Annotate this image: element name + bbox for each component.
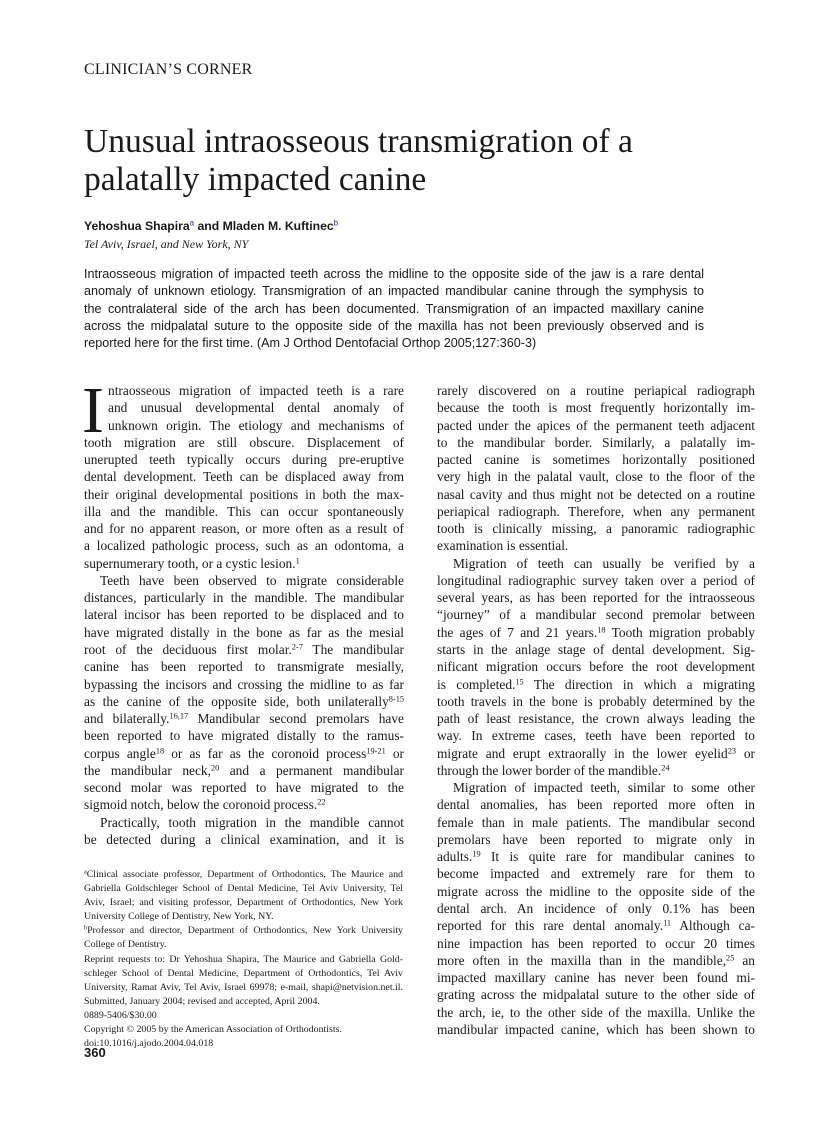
text-line: root of the deciduous first molar.$^{2-7}$ The mandibular	[84, 641, 404, 657]
text-line: Migration of impacted teeth, similar to some other	[453, 780, 755, 796]
footnote-line: Reprint requests to: Dr Yehoshua Shapira, The Maurice and Gabriella Gold-	[84, 953, 403, 965]
text-line: premolars have been reported to migrate only in	[437, 831, 755, 847]
text-line: very high in the palatal vault, close to the floor of the	[437, 469, 755, 485]
text-line: as the canine of the opposite side, both unilaterally$^{8-15}$	[84, 693, 404, 709]
paragraph	[84, 382, 404, 572]
text-line: examination is essential.	[437, 538, 569, 554]
citation-superscript[interactable]: 24	[661, 763, 670, 773]
text-line: have migrated distally in the bone as far as the mesial	[84, 624, 404, 640]
text-line: and bilaterally.$^{16,17}$ Mandibular second premolars have	[84, 711, 404, 727]
text-line: become impacted and extremely rare for them to	[437, 866, 755, 882]
footnotes	[84, 868, 403, 1051]
citation-superscript[interactable]: 1	[295, 556, 300, 566]
paragraph	[84, 814, 404, 849]
text-line: pacted canine is sometimes horizontally positioned	[437, 452, 755, 468]
paragraph	[437, 382, 755, 555]
text-line: starts in the anlage stage of dental development. Sig-	[437, 641, 755, 657]
paragraph	[437, 779, 755, 1038]
body-column-left	[84, 382, 404, 848]
paragraph	[437, 555, 755, 779]
text-line: through the lower border of the mandible.$^{24}$	[437, 762, 670, 778]
citation-superscript[interactable]: 2-7	[291, 642, 303, 652]
text-line: female than in male patients. The mandibular second	[437, 814, 755, 830]
text-line: more often in the maxilla than in the mandible,$^{25}$ an	[437, 952, 755, 968]
text-line: mandibular impacted canine, which has been shown to	[437, 1021, 755, 1037]
text-line: to the mandibular border. Similarly, a palatally im-	[437, 434, 755, 450]
abstract-line: anomaly of unknown etiology. Transmigration of an impacted mandibular canine through the symphysis to	[84, 284, 704, 299]
text-line: pacted under the apices of the permanent teeth adjacent	[437, 417, 755, 433]
text-line: second molar was reported to have migrated to the	[84, 780, 404, 796]
text-line: impacted maxillary canine has never been found mi-	[437, 970, 755, 986]
text-line: dental anomalies, has been reported more often in	[437, 797, 755, 813]
text-line: “journey” of a mandibular second premolar between	[437, 607, 755, 623]
text-line: because the tooth is most frequently horizontally im-	[437, 400, 755, 416]
text-line: nasal cavity and thus might not be detected on a routine	[437, 486, 755, 502]
author-list	[84, 219, 338, 233]
text-line: periapical radiograph. Therefore, when any permanent	[437, 503, 755, 519]
text-line: the ages of 7 and 21 years.$^{18}$ Tooth migration probably	[437, 624, 755, 640]
text-line: been reported to have migrated distally to the ramus-	[84, 728, 404, 744]
text-line: sigmoid notch, below the coronoid process.$^{22}$	[84, 797, 326, 813]
citation-superscript[interactable]: 16,17	[169, 711, 189, 721]
text-line: corpus angle$^{18}$ or as far as the coronoid process$^{19-21}$ or	[84, 745, 404, 761]
text-line: reported for this rare dental anomaly.$^{11}$ Although ca-	[437, 918, 756, 934]
text-line: migrate and erupt extraorally in the lower eyelid$^{23}$ or	[437, 745, 755, 761]
citation-superscript[interactable]: 8-15	[388, 694, 404, 704]
footnote-line: College of Dentistry.	[84, 939, 167, 951]
text-line: the mandibular neck,$^{20}$ and a permanent mandibular	[84, 762, 404, 778]
author-name: Mladen M. Kuftinec	[222, 219, 334, 233]
citation-superscript[interactable]: 19	[472, 849, 481, 859]
text-line: Practically, tooth migration in the mandible cannot	[100, 814, 404, 830]
citation-superscript[interactable]: 15	[515, 676, 524, 686]
author-name: Yehoshua Shapira	[84, 219, 190, 233]
text-line: several years, as has been reported for the intraosseous	[437, 590, 755, 606]
text-line: longitudinal radiographic survey taken over a period of	[437, 572, 755, 588]
abstract-line: the contralateral side of the arch has been documented. Transmigration of an impacted maxillary canine	[84, 301, 704, 316]
footnote-line: Copyright © 2005 by the American Association of Orthodontists.	[84, 1024, 342, 1036]
footnote-line: University College of Dentistry, New York, NY.	[84, 911, 274, 923]
text-line: rarely discovered on a routine periapical radiograph	[437, 383, 755, 398]
text-line: nine impaction has been reported to occur 20 times	[437, 935, 755, 951]
abstract-line: across the midpalatal suture to the opposite side of the maxilla has not been previously observed and is	[84, 318, 704, 333]
text-line: way. In extreme cases, teeth have been reported to	[437, 728, 755, 744]
text-line: unknown origin. The etiology and mechanisms of	[108, 417, 404, 433]
footnote-line: $^b$Professor and director, Department of Orthodontics, New York University	[84, 925, 403, 937]
text-line: dental development. Teeth can be displaced away from	[84, 469, 404, 485]
text-line: a localized pathologic process, such as an odontoma, a	[84, 538, 404, 554]
text-line: distances, particularly in the mandible. The mandibular	[84, 590, 404, 606]
text-line: illa and the mandible. This can occur spontaneously	[84, 503, 404, 519]
text-line: tooth is clinically missing, a panoramic radiographic	[437, 521, 755, 537]
text-line: supernumerary tooth, or a cystic lesion.$^1$	[84, 555, 300, 571]
text-line: be detected during a clinical examination, and it is	[84, 831, 404, 847]
citation-superscript[interactable]: 18	[597, 625, 606, 635]
citation-superscript[interactable]: 23	[727, 746, 736, 756]
body-column-right	[437, 382, 755, 1038]
text-line: Teeth have been observed to migrate considerable	[100, 572, 404, 588]
citation-superscript[interactable]: 18	[155, 746, 165, 756]
text-line: canine has been reported to transmigrate mesially,	[84, 659, 404, 675]
text-line: and unusual developmental dental anomaly of	[108, 400, 404, 416]
citation-superscript[interactable]: 22	[317, 797, 326, 807]
author-location: Tel Aviv, Israel, and New York, NY	[84, 237, 249, 251]
citation-superscript[interactable]: 11	[663, 918, 672, 928]
footnote-line: Submitted, January 2004; revised and accepted, April 2004.	[84, 995, 320, 1007]
article-title-line-2: palatally impacted canine	[84, 161, 427, 198]
article-title-line-1: Unusual intraosseous transmigration of a	[84, 123, 633, 160]
citation-superscript[interactable]: 25	[726, 953, 735, 963]
text-line: Migration of teeth can usually be verified by a	[453, 555, 755, 571]
abstract-line: reported here for the first time. (Am J Orthod Dentofacial Orthop 2005;127:360-3)	[84, 336, 537, 351]
footnote-line: doi:10.1016/j.ajodo.2004.04.018	[84, 1038, 214, 1050]
footnote-line: University, Ramat Aviv, Tel Aviv, Israel 69978; e-mail, shapi@netvision.net.il.	[84, 981, 403, 993]
citation-superscript[interactable]: a	[84, 869, 87, 876]
text-line: adults.$^{19}$ It is quite rare for mandibular canines to	[437, 849, 755, 865]
text-line: migrate across the midline to the opposite side of the	[437, 883, 755, 899]
text-line: and for no apparent reason, or more often as a result of	[84, 521, 404, 537]
text-line: ntraosseous migration of impacted teeth is a rare	[108, 383, 404, 398]
affiliation-marker[interactable]: b	[333, 218, 339, 228]
drop-cap: I	[82, 374, 104, 447]
text-line: path of least resistance, the crown always leading the	[437, 711, 755, 727]
author-conjunction: and	[194, 219, 223, 233]
affiliation-marker[interactable]: a	[189, 218, 195, 228]
text-line: tooth migration are still obscure. Displacement of	[84, 434, 404, 450]
section-heading: CLINICIAN’S CORNER	[84, 61, 253, 78]
text-line: nificant migration occurs before the root development	[437, 659, 755, 675]
text-line: unerupted teeth typically occurs during pre-eruptive	[84, 452, 404, 468]
text-line: the arch, ie, to the other side of the maxilla. Unlike the	[437, 1004, 755, 1020]
text-line: lateral incisor has been reported to be displaced and to	[84, 607, 404, 623]
footnote-line: Gabriella Goldschleger School of Dental Medicine, Tel Aviv University, Tel	[84, 883, 403, 895]
footnote-line: Aviv, Israel; and visiting professor, Department of Orthodontics, New York	[84, 897, 403, 909]
text-line: grating across the midpalatal suture to the other side of	[437, 987, 755, 1003]
text-line: dental arch. An incidence of only 0.1% has been	[437, 900, 755, 916]
abstract	[84, 266, 704, 352]
text-line: is completed.$^{15}$ The direction in which a migrating	[437, 676, 755, 692]
page-number: 360	[84, 1045, 106, 1060]
citation-superscript[interactable]: 19-21	[366, 746, 386, 756]
paragraph	[84, 572, 404, 814]
abstract-line: Intraosseous migration of impacted teeth across the midline to the opposite side of the jaw is a rare dental	[84, 267, 704, 281]
text-line: tooth travels in the bone is probably determined by the	[437, 693, 755, 709]
citation-superscript[interactable]: 20	[210, 763, 220, 773]
footnote-line: $^a$Clinical associate professor, Department of Orthodontics, The Maurice and	[84, 869, 403, 880]
footnote-line: schleger School of Dental Medicine, Department of Orthodontics, Tel Aviv	[84, 967, 403, 979]
footnote-line: 0889-5406/$30.00	[84, 1009, 157, 1021]
text-line: their original developmental positions in both the max-	[84, 486, 404, 502]
text-line: bypassing the incisors and crossing the midline to as far	[84, 676, 404, 692]
citation-superscript[interactable]: b	[84, 926, 88, 932]
